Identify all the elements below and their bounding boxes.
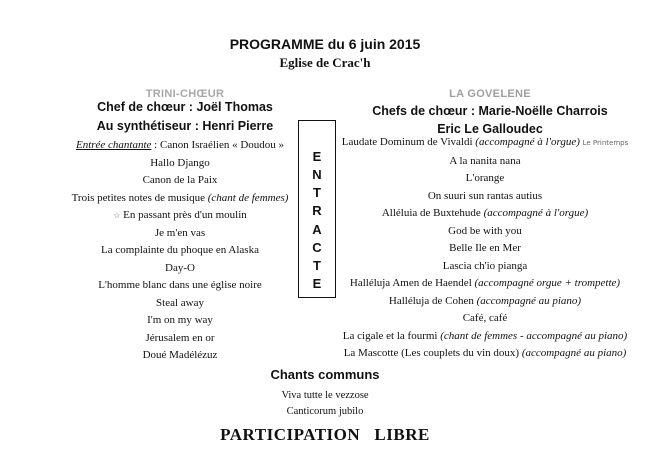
list-item: Je m'en vas	[154, 226, 206, 239]
song-note: (accompagné à l'orgue)	[475, 136, 580, 148]
list-item	[330, 223, 640, 241]
entracte-letter: T	[313, 257, 321, 273]
song-title: Halléluja Amen de Haendel	[349, 277, 475, 289]
song-title: La Mascotte (Les couplets du vin doux)	[343, 347, 522, 359]
entracte-letter: E	[312, 275, 322, 291]
left-program-list	[30, 137, 330, 365]
entracte-letter: E	[312, 149, 322, 164]
song-title: A la nanita nana	[449, 154, 521, 167]
left-synth: Au synthétiseur : Henri Pierre	[96, 119, 274, 133]
song-title: En passant près d'un moulin	[123, 209, 247, 221]
list-item: Canticorum jubilo	[286, 406, 364, 417]
right-choir-name: LA GOVELENE	[449, 88, 531, 100]
list-item: Hallo Django	[150, 156, 210, 169]
list-item	[30, 207, 330, 225]
list-item	[330, 345, 640, 363]
list-item: Doué Madélézuz	[142, 349, 218, 361]
star-mark-icon: ☆	[113, 211, 121, 220]
list-item	[330, 328, 640, 346]
list-item: L'homme blanc dans une église noire	[98, 279, 262, 291]
song-note: (accompagné au piano)	[476, 294, 582, 307]
common-songs-list	[0, 388, 650, 420]
right-program-list	[330, 134, 640, 363]
list-item	[330, 310, 640, 328]
list-item	[330, 153, 640, 171]
song-title: On suuri sun rantas autius	[427, 189, 543, 202]
list-item	[30, 137, 330, 155]
entree-song: Canon Israélien « Doudou »	[159, 139, 285, 151]
list-item	[330, 188, 640, 206]
list-item	[330, 293, 640, 311]
list-item	[330, 240, 640, 258]
list-item: Canon de la Paix	[142, 174, 218, 186]
list-item: I'm on my way	[147, 314, 213, 326]
list-item: Jérusalem en or	[145, 331, 215, 344]
song-title: Belle Ile en Mer	[449, 242, 521, 254]
song-note: (chant de femmes)	[207, 191, 289, 204]
entree-sep: :	[151, 139, 160, 151]
list-item	[330, 275, 640, 293]
list-item	[330, 170, 640, 188]
common-songs-title: Chants communs	[270, 367, 380, 382]
left-director: Chef de chœur : Joël Thomas	[97, 100, 273, 114]
list-item: La complainte du phoque en Alaska	[101, 244, 259, 256]
right-directors: Chefs de chœur : Marie-Noëlle Charrois	[372, 104, 608, 118]
entracte-letter: A	[312, 221, 322, 237]
list-item	[330, 134, 640, 153]
song-note: (accompagné orgue + trompette)	[474, 277, 621, 289]
song-title: Café, café	[462, 312, 508, 324]
entree-label: Entrée chantante	[75, 139, 152, 151]
participation-libre: PARTICIPATION LIBRE	[220, 425, 430, 444]
song-title: L'orange	[465, 172, 505, 184]
handwritten-note: Le Printemps	[582, 139, 629, 147]
song-note: (accompagné à l'orgue)	[483, 207, 589, 219]
entracte-letter: R	[312, 203, 322, 219]
list-item: Viva tutte le vezzose	[281, 390, 369, 401]
list-item: Steal away	[156, 296, 204, 309]
left-choir-name: TRINI-CHŒUR	[145, 88, 225, 100]
page-subtitle: Eglise de Crac'h	[279, 55, 371, 70]
song-title: Laudate Dominum de Vivaldi	[341, 136, 476, 148]
entracte-letter: N	[312, 167, 322, 183]
song-note: (chant de femmes - accompagné au piano)	[440, 329, 628, 342]
song-title: Halléluja de Cohen	[388, 294, 477, 307]
song-title: Trois petites notes de musique	[71, 191, 208, 204]
song-title: God be with you	[448, 224, 522, 237]
page-title: PROGRAMME du 6 juin 2015	[229, 36, 421, 52]
song-title: Lascia ch'io pianga	[442, 259, 528, 272]
list-item: Day-O	[165, 261, 195, 274]
song-title: Alléluia de Buxtehude	[381, 207, 484, 219]
song-note: (accompagné au piano)	[521, 347, 627, 359]
song-title: La cigale et la fourmi	[342, 329, 441, 342]
right-directors-2: Eric Le Galloudec	[437, 122, 543, 136]
entracte-letter: C	[312, 239, 322, 255]
entracte-letter: T	[313, 185, 321, 201]
list-item	[330, 258, 640, 276]
list-item	[30, 190, 330, 208]
list-item	[330, 205, 640, 223]
